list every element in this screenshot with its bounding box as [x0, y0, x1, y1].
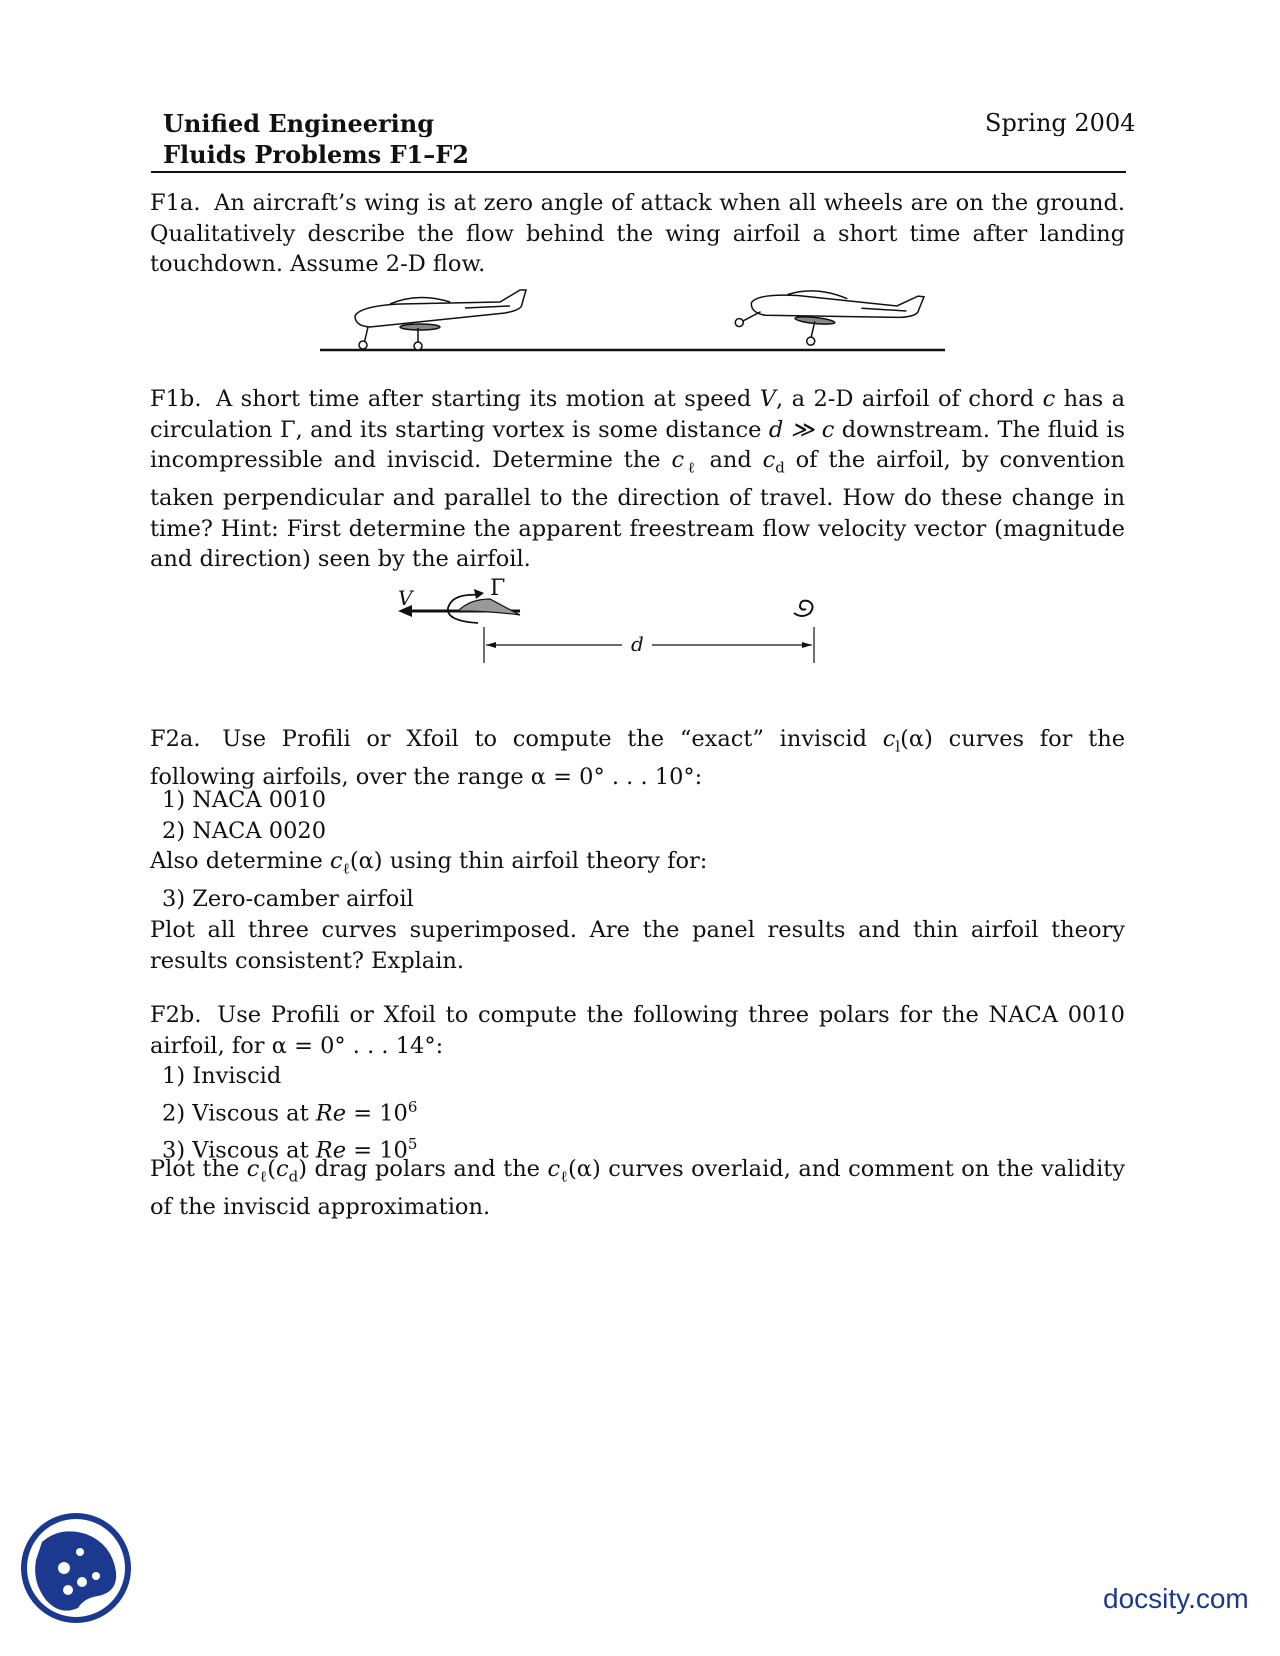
problem-text: Use Profili or Xfoil to compute the following three polars for the NACA 0010 airfoil, for α = 0° . . . 14°: — [150, 1002, 1126, 1059]
distance-label: d — [631, 632, 644, 656]
math-symbol: c — [330, 848, 343, 874]
problem-text: (α) curves for the following airfoils, over the range α = 0° . . . 10°: — [150, 726, 1126, 790]
problem-f1a — [150, 188, 1125, 280]
problem-set-title: Fluids Problems F1–F2 — [163, 140, 469, 169]
problem-text — [150, 846, 1125, 884]
math-subscript: ℓ — [560, 1167, 568, 1186]
math-subscript: d — [288, 1167, 299, 1186]
math-subscript: ℓ — [684, 458, 699, 477]
problem-label: F2b. — [150, 1002, 202, 1028]
math-symbol: c — [1042, 386, 1056, 412]
text-fragment: Also determine — [150, 848, 323, 874]
aircraft-tail-down-icon — [734, 280, 924, 356]
math-exponent: 5 — [407, 1134, 418, 1153]
problem-text: of the airfoil, by convention taken perpendicular and parallel to the direction of travel. How do these change in time? Hint: First determine the apparent freestream flow velocity vector (magnitude and direction) seen by the airfoil. — [150, 447, 1125, 572]
problem-f1b — [150, 384, 1125, 575]
math-symbol: Re — [315, 1100, 347, 1126]
math-symbol: d ≫ c — [768, 416, 835, 443]
problem-text: and — [709, 447, 752, 473]
list-item: 2) NACA 0020 — [162, 817, 327, 844]
math-subscript: ℓ — [342, 859, 350, 878]
problem-text: An aircraft’s wing is at zero angle of attack when all wheels are on the ground. Qualitatively describe the flow behind the wing airfoil a short time after landing touchdown. Assume 2-D flow. — [150, 190, 1126, 277]
airfoil-vortex-figure — [390, 575, 850, 670]
math-symbol: V — [759, 386, 776, 412]
problem-f2b-plot: Plot the $c_\ell(c_d)$ drag polars and the $c_\ell(\alpha)$ curves overlaid, and comment on the validity of the inviscid approximation. — [150, 1156, 1126, 1220]
math-exponent: 6 — [407, 1097, 418, 1116]
list-item — [150, 1092, 1125, 1129]
problem-label: F1b. — [150, 386, 202, 412]
math-symbol: c — [882, 726, 896, 752]
text-fragment: Plot the — [150, 1156, 240, 1182]
problem-f2a-plot — [150, 915, 1125, 976]
problem-f2a — [150, 724, 1125, 793]
header-left — [163, 108, 469, 170]
list-item: 1) NACA 0010 — [162, 787, 327, 813]
math-subscript: ℓ — [259, 1167, 268, 1186]
problem-f2b — [150, 1000, 1125, 1061]
airfoil-list — [150, 785, 1125, 915]
header-rule — [151, 171, 1126, 173]
math-symbol: c — [246, 1156, 260, 1182]
problem-text: downstream. The fluid is incompressible and inviscid. Determine the — [150, 416, 1125, 473]
math-symbol: Re — [315, 1137, 347, 1163]
math-subscript: d — [775, 458, 785, 477]
text-fragment: 2) Viscous at — [162, 1100, 309, 1126]
math-symbol: c — [671, 447, 685, 473]
term-label: Spring 2004 — [985, 109, 1136, 137]
aircraft-on-ground-icon — [355, 290, 526, 350]
docsity-logo-icon[interactable] — [20, 1512, 132, 1624]
problem-text: Plot all three curves superimposed. Are the panel results and thin airfoil theory results consistent? Explain. — [150, 917, 1125, 974]
math-symbol: c — [547, 1156, 561, 1182]
list-item: 3) Zero-camber airfoil — [162, 886, 414, 912]
text-fragment: (α) curves overlaid, and comment on the validity of the inviscid approximation. — [150, 1156, 1126, 1220]
text-fragment: (α) using thin airfoil theory for: — [349, 848, 708, 874]
list-item: 1) Inviscid — [162, 1063, 282, 1089]
math-subscript: l — [895, 737, 901, 756]
problem-text: has a circulation Γ, and its starting vortex is some distance — [150, 386, 1125, 443]
text-fragment: = 10 — [346, 1137, 408, 1163]
polar-list — [150, 1061, 1125, 1166]
problem-text: , a 2-D airfoil of chord — [776, 386, 1035, 412]
problem-text: Use Profili or Xfoil to compute the “exact” inviscid — [222, 726, 867, 752]
velocity-label: V — [398, 586, 413, 610]
problem-label: F1a. — [150, 190, 201, 216]
brand-link[interactable]: docsity.com — [1103, 1583, 1249, 1614]
aircraft-landing-figure — [300, 280, 960, 360]
starting-vortex-icon — [794, 601, 813, 616]
circulation-label: Γ — [490, 576, 506, 601]
text-fragment: 3) Viscous at — [162, 1137, 309, 1163]
problem-text: A short time after starting its motion at speed — [215, 386, 752, 412]
airfoil-shape — [458, 599, 520, 615]
course-title: Unified Engineering — [163, 109, 434, 138]
math-symbol: c — [276, 1156, 289, 1182]
problem-label: F2a. — [150, 726, 201, 752]
math-symbol: c — [762, 447, 776, 473]
text-fragment: = 10 — [346, 1100, 408, 1126]
text-fragment: drag polars and the — [314, 1156, 541, 1182]
